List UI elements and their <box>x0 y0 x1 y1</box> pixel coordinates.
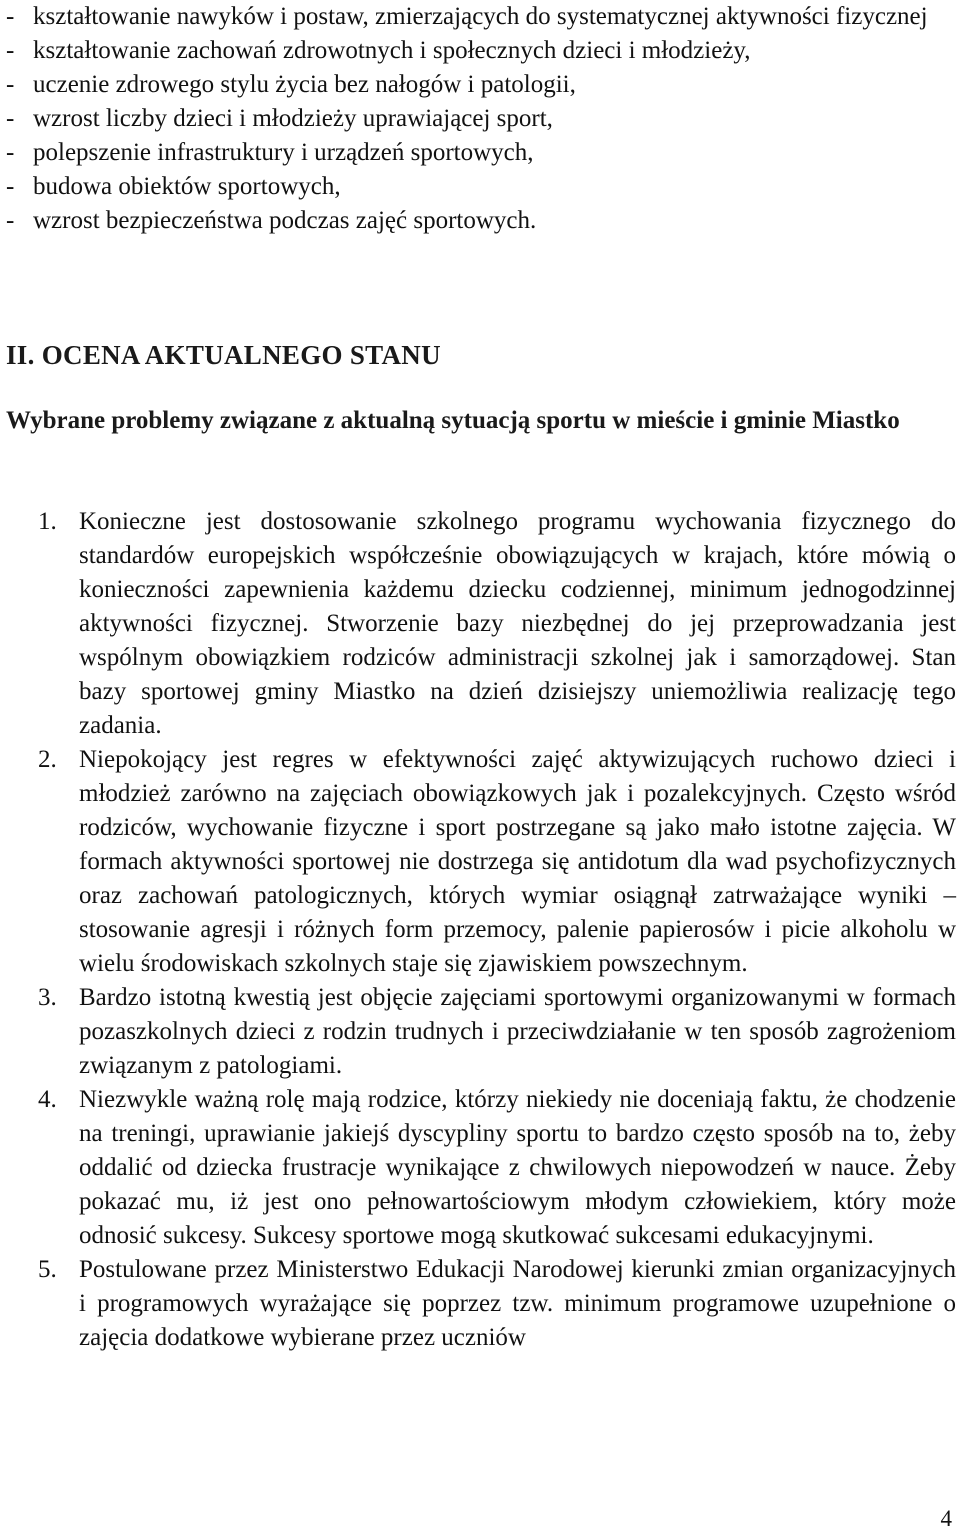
item-text: Bardzo istotną kwestią jest objęcie zajęciami sportowymi organizowanymi w formach pozaszkolnych dzieci z rodzin trudnych i przeciwdziałanie w ten sposób zagrożeniom związanym z patologiami. <box>79 984 956 1079</box>
list-item <box>6 170 956 204</box>
list-item-text: kształtowanie nawyków i postaw, zmierzających do systematycznej aktywności fizycznej <box>33 3 928 30</box>
bullet-marker: - <box>6 105 15 132</box>
list-item <box>6 204 956 238</box>
page-number: 4 <box>940 1506 952 1531</box>
list-item <box>6 102 956 136</box>
list-item-text: polepszenie infrastruktury i urządzeń sportowych, <box>33 139 534 166</box>
list-item <box>6 68 956 102</box>
bullet-marker: - <box>6 37 15 64</box>
numbered-item <box>6 1083 956 1253</box>
bullet-marker: - <box>6 71 15 98</box>
bullet-list <box>6 0 956 238</box>
numbered-list <box>6 505 956 1355</box>
item-text: Postulowane przez Ministerstwo Edukacji Narodowej kierunki zmian organizacyjnych i programowych wyrażające się poprzez tzw. minimum programowe uzupełnione o zajęcia dodatkowe wybierane przez uczniów <box>79 1256 956 1351</box>
list-item-text: wzrost liczby dzieci i młodzieży uprawiającej sport, <box>33 105 553 132</box>
numbered-item <box>6 505 956 743</box>
item-number: 5. <box>38 1256 57 1283</box>
list-item <box>6 136 956 170</box>
list-item-text: wzrost bezpieczeństwa podczas zajęć sportowych. <box>33 207 537 234</box>
list-item-text: kształtowanie zachowań zdrowotnych i społecznych dzieci i młodzieży, <box>33 37 751 64</box>
numbered-item <box>6 743 956 981</box>
item-text: Niepokojący jest regres w efektywności zajęć aktywizujących ruchowo dzieci i młodzież zarówno na zajęciach obowiązkowych jak i pozalekcyjnych. Często wśród rodziców, wychowanie fizyczne i sport postrzegane są jako mało istotne zajęcia. W formach aktywności sportowej nie dostrzega się antidotum dla wad psychofizycznych oraz zachowań patologicznych, których wymiar osiągnął zatrważające wyniki – stosowanie agresji i różnych form przemocy, palenie papierosów i picie alkoholu w wielu środowiskach szkolnych staje się zjawiskiem powszechnym. <box>79 746 956 977</box>
item-text: Niezwykle ważną rolę mają rodzice, którzy niekiedy nie doceniają faktu, że chodzenie na treningi, uprawianie jakiejś dyscypliny sportu to bardzo często sposób na to, żeby oddalić od dziecka frustracje wynikające z chwilowych niepowodzeń w nauce. Żeby pokazać mu, iż jest ono pełnowartościowym młodym człowiekiem, który może odnosić sukcesy. Sukcesy sportowe mogą skutkować sukcesami edukacyjnymi. <box>79 1086 956 1249</box>
list-item <box>6 0 956 34</box>
item-text: Konieczne jest dostosowanie szkolnego programu wychowania fizycznego do standardów europejskich współcześnie obowiązujących w krajach, które mówią o konieczności zapewnienia każdemu dziecku codziennej, minimum jednogodzinnej aktywności fizycznej. Stworzenie bazy niezbędnej do jej przeprowadzania jest wspólnym obowiązkiem rodziców administracji szkolnej jak i samorządowej. Stan bazy sportowej gminy Miastko na dzień dzisiejszy uniemożliwia realizację tego zadania. <box>79 508 956 739</box>
list-item <box>6 34 956 68</box>
bullet-marker: - <box>6 207 15 234</box>
numbered-item <box>6 1253 956 1355</box>
bullet-marker: - <box>6 139 15 166</box>
bullet-marker: - <box>6 173 15 200</box>
numbered-item <box>6 981 956 1083</box>
subheading: Wybrane problemy związane z aktualną sytuacją sportu w mieście i gminie Miastko <box>6 407 900 434</box>
item-number: 3. <box>38 984 57 1011</box>
item-number: 1. <box>38 508 57 535</box>
item-number: 2. <box>38 746 57 773</box>
section-heading: II. OCENA AKTUALNEGO STANU <box>6 340 441 370</box>
list-item-text: uczenie zdrowego stylu życia bez nałogów i patologii, <box>33 71 576 98</box>
item-number: 4. <box>38 1086 57 1113</box>
bullet-marker: - <box>6 3 15 30</box>
list-item-text: budowa obiektów sportowych, <box>33 173 341 200</box>
